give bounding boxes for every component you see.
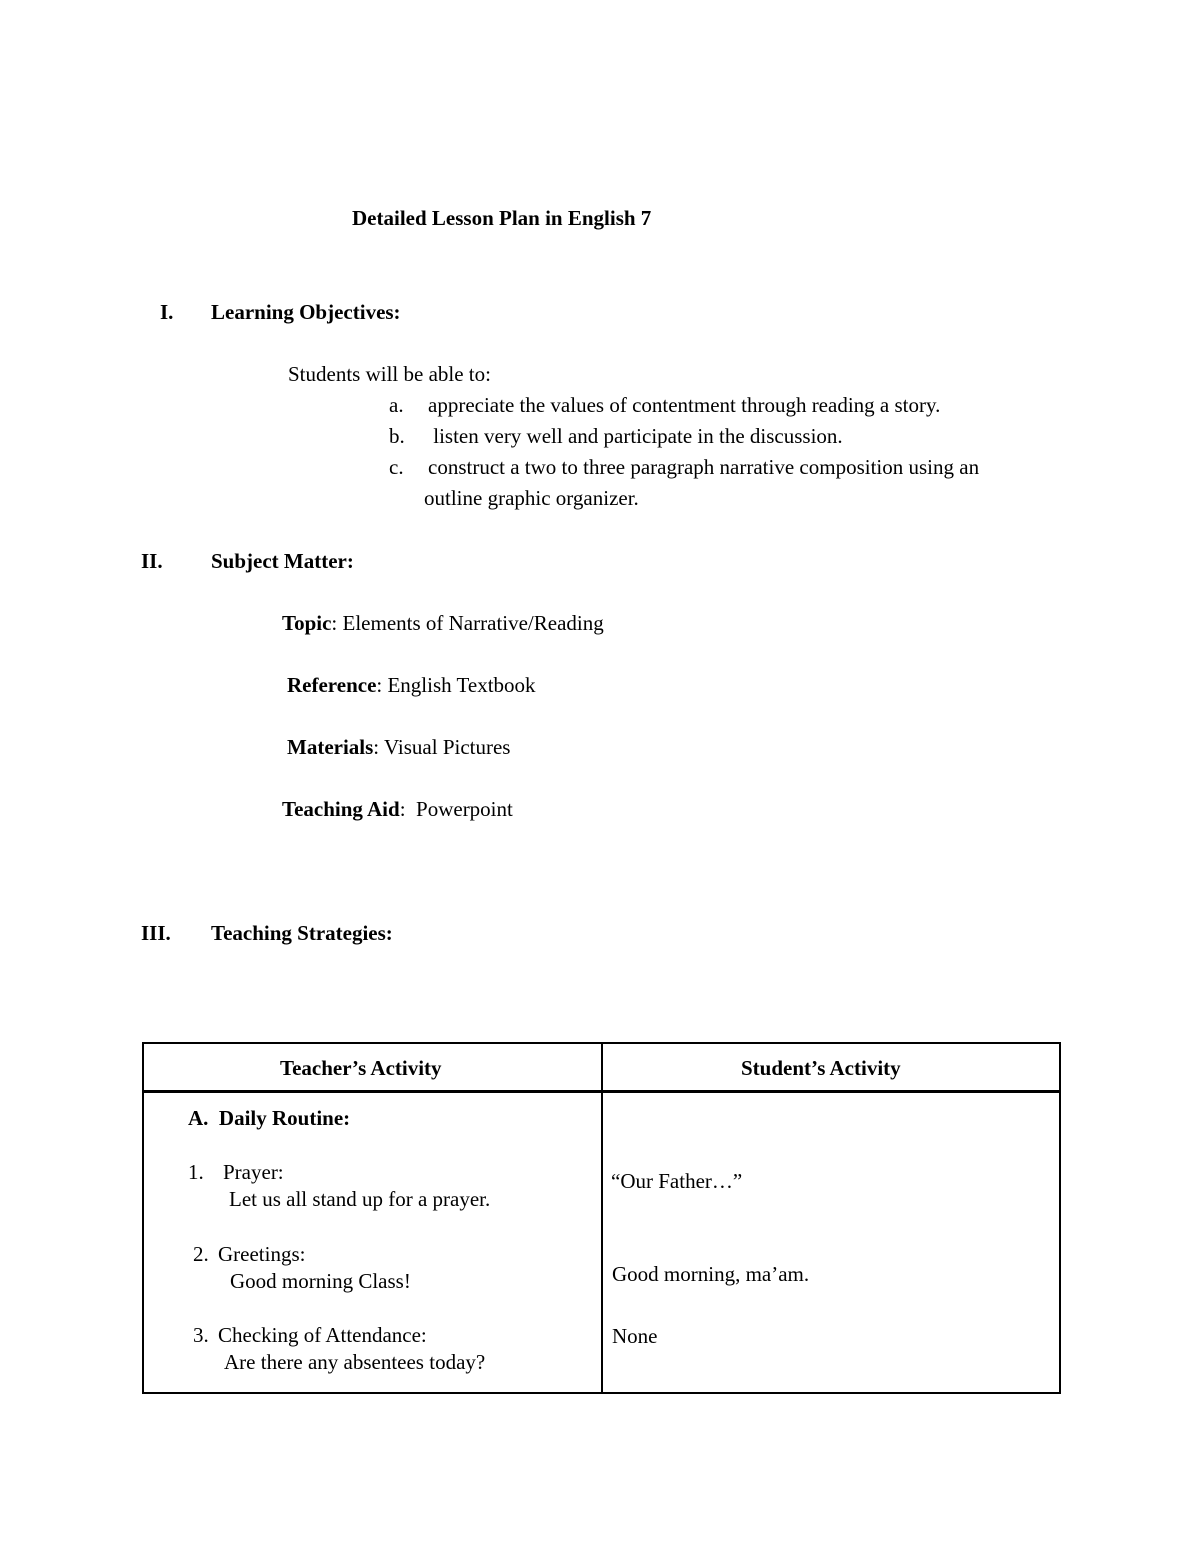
- subject-field-reference: [287, 675, 536, 696]
- document-title: Detailed Lesson Plan in English 7: [352, 206, 652, 230]
- objective-text-a: appreciate the values of contentment through reading a story.: [428, 393, 941, 417]
- table-header-divider: [144, 1090, 1059, 1093]
- subject-field-materials: [287, 737, 510, 758]
- student-activity-text: None: [612, 1324, 658, 1348]
- section-numeral-objectives: I.: [160, 300, 174, 324]
- objective-marker-c: c.: [389, 455, 404, 479]
- table-row-number: 2.: [193, 1242, 209, 1266]
- table-row-label: Greetings:: [218, 1242, 306, 1266]
- table-row-number: 1.: [188, 1160, 204, 1184]
- activity-table: [142, 1042, 1061, 1394]
- field-value-materials: : Visual Pictures: [373, 735, 511, 759]
- teacher-activity-text: Let us all stand up for a prayer.: [229, 1187, 491, 1211]
- section-heading-strategies: Teaching Strategies:: [211, 921, 393, 945]
- section-numeral-strategies: III.: [141, 921, 171, 945]
- objective-marker-a: a.: [389, 393, 404, 417]
- section-heading-objectives: Learning Objectives:: [211, 300, 401, 324]
- student-activity-text: Good morning, ma’am.: [612, 1262, 810, 1286]
- teacher-activity-text: Are there any absentees today?: [224, 1350, 486, 1374]
- routine-heading: A. Daily Routine:: [188, 1106, 351, 1130]
- table-row-label: Prayer:: [223, 1160, 284, 1184]
- student-activity-text: “Our Father…”: [611, 1169, 743, 1193]
- objective-text-c: construct a two to three paragraph narrative composition using an: [428, 455, 980, 479]
- objective-marker-b: b.: [389, 424, 405, 448]
- table-header-student: Student’s Activity: [741, 1056, 901, 1080]
- field-label-reference: Reference: [287, 673, 377, 697]
- subject-field-topic: [282, 613, 604, 634]
- field-value-reference: : English Textbook: [376, 673, 536, 697]
- table-header-teacher: Teacher’s Activity: [280, 1056, 442, 1080]
- field-label-topic: Topic: [282, 611, 332, 635]
- table-column-divider: [601, 1044, 603, 1392]
- subject-field-teaching-aid: [282, 799, 513, 820]
- objective-text-b: listen very well and participate in the discussion.: [428, 424, 843, 448]
- section-numeral-subject: II.: [141, 549, 163, 573]
- teacher-activity-text: Good morning Class!: [230, 1269, 411, 1293]
- field-value-teaching-aid: : Powerpoint: [399, 797, 513, 821]
- objectives-intro: Students will be able to:: [288, 362, 491, 386]
- field-label-teaching-aid: Teaching Aid: [282, 797, 400, 821]
- section-heading-subject: Subject Matter:: [211, 549, 354, 573]
- objective-text-c-continuation: outline graphic organizer.: [424, 486, 639, 510]
- table-row-label: Checking of Attendance:: [218, 1323, 427, 1347]
- field-value-topic: : Elements of Narrative/Reading: [331, 611, 604, 635]
- field-label-materials: Materials: [287, 735, 374, 759]
- table-row-number: 3.: [193, 1323, 209, 1347]
